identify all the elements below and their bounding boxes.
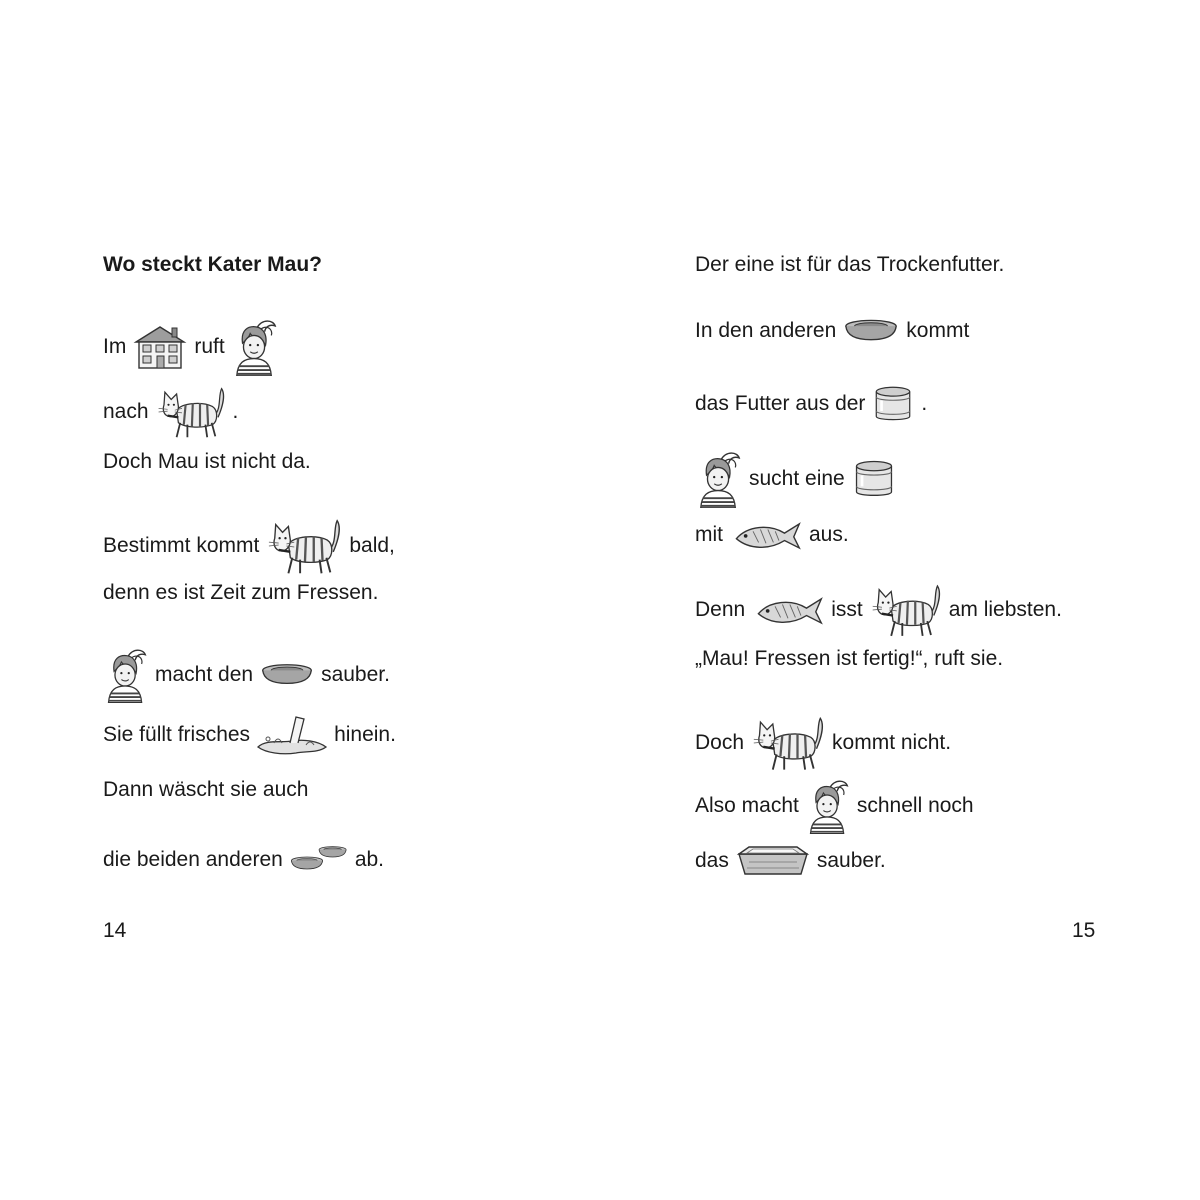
girl-icon	[231, 318, 279, 376]
text-line: Also macht schnell noch	[695, 778, 974, 834]
text-line: nach .	[103, 384, 238, 440]
tin-can-icon	[851, 458, 897, 500]
page-number: 15	[1072, 919, 1096, 942]
girl-icon	[695, 450, 743, 508]
water-icon	[252, 713, 332, 757]
girl-icon	[805, 778, 851, 834]
litter-box-icon	[735, 844, 811, 878]
text-line: das Futter aus der .	[695, 384, 927, 424]
two-bowls-icon	[289, 844, 349, 876]
girl-icon	[103, 647, 149, 703]
text-line: Im ruft	[103, 318, 285, 376]
text-line: macht den sauber.	[103, 647, 390, 703]
text-line: Denn isst am liebsten.	[695, 581, 1062, 639]
right-page	[600, 0, 1200, 1200]
text-line: Dann wäscht sie auch	[103, 778, 309, 801]
cat-icon	[869, 581, 943, 639]
text-line: sucht eine	[695, 450, 903, 508]
text-line: Der eine ist für das Trockenfutter.	[695, 253, 1005, 276]
bowl-icon	[259, 662, 315, 688]
text-line: „Mau! Fressen ist fertig!“, ruft sie.	[695, 647, 1004, 670]
text-line: Doch Mau ist nicht da.	[103, 450, 311, 473]
page-number: 14	[103, 919, 127, 942]
page-title: Wo steckt Kater Mau?	[103, 253, 322, 276]
fish-icon	[751, 591, 825, 629]
cat-icon	[750, 713, 826, 773]
text-line: mit aus.	[695, 516, 849, 554]
text-line: das sauber.	[695, 844, 886, 878]
text-line: In den anderen kommt	[695, 319, 970, 342]
bowl-icon	[842, 318, 900, 344]
cat-icon	[265, 516, 343, 576]
text-line: Doch kommt nicht.	[695, 713, 951, 773]
text-line: Sie füllt frisches hinein.	[103, 713, 396, 757]
cat-icon	[155, 384, 227, 440]
text-line: die beiden anderen ab.	[103, 844, 384, 876]
house-icon	[132, 324, 188, 370]
fish-icon	[729, 516, 803, 554]
text-line: Bestimmt kommt bald,	[103, 516, 395, 576]
text-line: denn es ist Zeit zum Fressen.	[103, 581, 379, 604]
tin-can-icon	[871, 384, 915, 424]
